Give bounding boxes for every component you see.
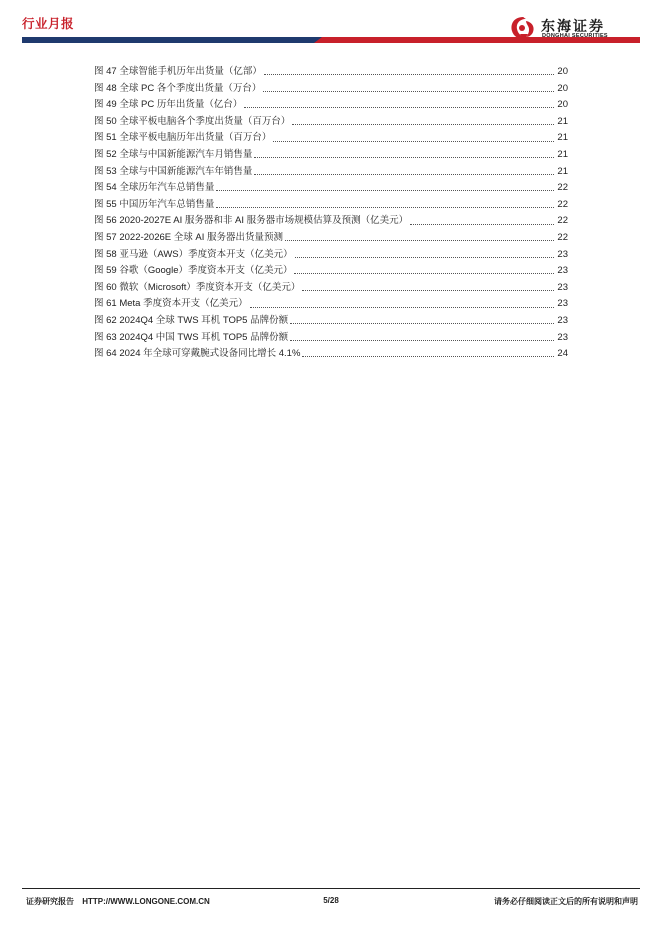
toc-entry-label: 图 47 全球智能手机历年出货量（亿部） bbox=[94, 66, 262, 77]
toc-leader-dots bbox=[244, 100, 554, 108]
donghai-logo-icon bbox=[508, 14, 538, 42]
figure-list bbox=[94, 63, 568, 362]
toc-entry-page: 21 bbox=[557, 165, 568, 177]
toc-entry-label: 图 57 2022-2026E 全球 AI 服务器出货量预测 bbox=[94, 231, 284, 243]
toc-leader-dots bbox=[263, 84, 554, 92]
toc-entry-page: 24 bbox=[557, 348, 568, 360]
toc-leader-dots bbox=[302, 283, 554, 291]
toc-entry-page: 20 bbox=[557, 82, 568, 94]
footer-disclaimer: 请务必仔细阅读正文后的所有说明和声明 bbox=[494, 897, 638, 906]
toc-entry-label: 图 62 2024Q4 全球 TWS 耳机 TOP5 品牌份额 bbox=[94, 314, 289, 326]
toc-entry-label: 图 63 2024Q4 中国 TWS 耳机 TOP5 品牌份额 bbox=[94, 331, 289, 343]
company-logo bbox=[508, 14, 640, 40]
toc-entry-page: 21 bbox=[557, 148, 568, 160]
logo-english-name: DONGHAI SECURITIES bbox=[542, 33, 608, 39]
toc-leader-dots bbox=[290, 333, 554, 341]
toc-leader-dots bbox=[290, 316, 554, 324]
report-type-title: 行业月报 bbox=[22, 17, 75, 31]
toc-leader-dots bbox=[254, 167, 554, 175]
toc-entry-page: 23 bbox=[557, 281, 568, 293]
toc-entry[interactable] bbox=[94, 312, 568, 329]
toc-entry-page: 20 bbox=[557, 66, 568, 77]
toc-entry-page: 23 bbox=[557, 265, 568, 277]
toc-leader-dots bbox=[273, 134, 554, 142]
footer-website-link[interactable]: HTTP://WWW.LONGONE.COM.CN bbox=[82, 897, 210, 906]
toc-entry[interactable] bbox=[94, 179, 568, 196]
toc-leader-dots bbox=[294, 266, 554, 274]
toc-entry-label: 图 55 中国历年汽车总销售量 bbox=[94, 198, 215, 210]
toc-entry[interactable] bbox=[94, 129, 568, 146]
toc-entry[interactable] bbox=[94, 212, 568, 229]
toc-entry[interactable] bbox=[94, 146, 568, 163]
toc-entry-page: 22 bbox=[557, 182, 568, 194]
toc-entry[interactable] bbox=[94, 262, 568, 279]
toc-entry[interactable] bbox=[94, 345, 568, 362]
toc-entry-page: 20 bbox=[557, 99, 568, 111]
footer-report-label: 证券研究报告 bbox=[26, 897, 74, 906]
toc-entry-label: 图 50 全球平板电脑各个季度出货量（百万台） bbox=[94, 115, 291, 127]
toc-entry-label: 图 48 全球 PC 各个季度出货量（万台） bbox=[94, 82, 262, 94]
toc-entry-page: 23 bbox=[557, 298, 568, 310]
toc-leader-dots bbox=[254, 150, 554, 158]
toc-entry-page: 21 bbox=[557, 115, 568, 127]
toc-entry-label: 图 61 Meta 季度资本开支（亿美元） bbox=[94, 298, 248, 310]
toc-entry-page: 22 bbox=[557, 231, 568, 243]
toc-leader-dots bbox=[216, 200, 554, 208]
toc-entry[interactable] bbox=[94, 80, 568, 97]
toc-leader-dots bbox=[250, 300, 554, 308]
toc-leader-dots bbox=[264, 67, 554, 75]
toc-entry[interactable] bbox=[94, 246, 568, 263]
toc-entry-page: 23 bbox=[557, 248, 568, 260]
toc-entry-label: 图 53 全球与中国新能源汽车年销售量 bbox=[94, 165, 253, 177]
toc-entry-page: 22 bbox=[557, 215, 568, 227]
toc-entry-label: 图 54 全球历年汽车总销售量 bbox=[94, 182, 215, 194]
toc-entry-label: 图 59 谷歌（Google）季度资本开支（亿美元） bbox=[94, 265, 293, 277]
toc-leader-dots bbox=[292, 117, 554, 125]
toc-entry-label: 图 51 全球平板电脑历年出货量（百万台） bbox=[94, 132, 272, 144]
toc-entry[interactable] bbox=[94, 329, 568, 346]
toc-entry[interactable] bbox=[94, 113, 568, 130]
toc-entry-page: 22 bbox=[557, 198, 568, 210]
toc-leader-dots bbox=[410, 217, 554, 225]
toc-entry-label: 图 58 亚马逊（AWS）季度资本开支（亿美元） bbox=[94, 248, 293, 260]
toc-entry[interactable] bbox=[94, 196, 568, 213]
toc-leader-dots bbox=[295, 250, 554, 258]
toc-leader-dots bbox=[216, 183, 554, 191]
toc-entry-page: 21 bbox=[557, 132, 568, 144]
toc-entry-page: 23 bbox=[557, 314, 568, 326]
toc-entry[interactable] bbox=[94, 295, 568, 312]
page-number: 5/28 bbox=[323, 896, 339, 905]
logo-chinese-name: 东海证券 bbox=[541, 18, 605, 34]
toc-leader-dots bbox=[302, 349, 554, 357]
toc-entry[interactable] bbox=[94, 279, 568, 296]
toc-entry-label: 图 52 全球与中国新能源汽车月销售量 bbox=[94, 148, 253, 160]
header-bar-navy bbox=[22, 37, 322, 43]
header-bar-notch bbox=[314, 37, 322, 43]
footer-divider bbox=[22, 888, 640, 889]
toc-entry-page: 23 bbox=[557, 331, 568, 343]
toc-entry-label: 图 49 全球 PC 历年出货量（亿台） bbox=[94, 99, 243, 111]
toc-entry-label: 图 60 微软（Microsoft）季度资本开支（亿美元） bbox=[94, 281, 301, 293]
toc-entry[interactable] bbox=[94, 229, 568, 246]
toc-entry-label: 图 64 2024 年全球可穿戴腕式设备同比增长 4.1% bbox=[94, 348, 301, 360]
toc-entry-label: 图 56 2020-2027E AI 服务器和非 AI 服务器市场规模估算及预测（亿美元） bbox=[94, 215, 409, 227]
toc-entry[interactable] bbox=[94, 163, 568, 180]
toc-entry[interactable] bbox=[94, 63, 568, 80]
toc-leader-dots bbox=[285, 233, 554, 241]
toc-entry[interactable] bbox=[94, 96, 568, 113]
